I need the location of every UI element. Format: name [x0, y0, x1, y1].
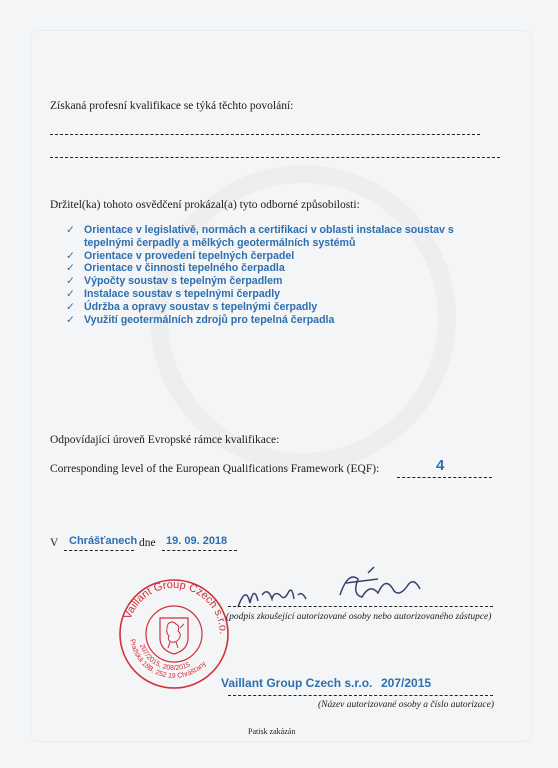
stamp-inner-text-2: Pražská 18B, 252 19 Chrášťany [128, 638, 208, 681]
authorized-name: Vaillant Group Czech s.r.o. [221, 676, 373, 690]
footer-note: Patisk zakázán [248, 727, 296, 736]
competence-item [66, 262, 506, 275]
check-icon: ✓ [66, 262, 75, 275]
occupations-heading: Získaná profesní kvalifikace se týká těchto povolání: [50, 100, 294, 112]
competence-item [66, 301, 506, 314]
check-icon: ✓ [66, 313, 75, 326]
competence-item [66, 275, 506, 288]
competence-item [66, 250, 506, 263]
authorized-line [228, 695, 493, 696]
authorized-caption: (Název autorizované osoby a číslo autorizace) [318, 700, 494, 710]
occupation-line-2 [50, 157, 500, 158]
competence-item [66, 224, 506, 250]
company-stamp [118, 578, 230, 690]
date-value: 19. 09. 2018 [166, 535, 228, 547]
lion-emblem-icon [160, 618, 188, 654]
competence-text: Orientace v legislativě, normách a certifikaci v oblasti instalace soustav s tepelnými čerpadly a mělkých geotermálních systémů [84, 224, 454, 249]
date-prefix: dne [139, 537, 156, 549]
place-value: Chrášťanech [69, 535, 138, 547]
stamp-outer-text: Vaillant Group Czech s.r.o. [121, 578, 230, 635]
eqf-czech-label: Odpovídající úroveň Evropské rámce kvalifikace: [50, 434, 280, 446]
place-line [64, 550, 134, 551]
handwritten-signature [228, 565, 438, 615]
check-icon: ✓ [66, 275, 75, 288]
signature-caption: (podpis zkoušející autorizované osoby nebo autorizovaného zástupce) [226, 612, 492, 622]
competence-text: Instalace soustav s tepelnými čerpadly [84, 287, 281, 300]
occupation-line-1 [50, 134, 480, 135]
check-icon: ✓ [66, 224, 75, 236]
competence-list [66, 224, 506, 326]
place-prefix: V [50, 537, 59, 549]
check-icon: ✓ [66, 287, 75, 300]
competence-text: Výpočty soustav s tepelným čerpadlem [84, 275, 283, 288]
eqf-level-line [397, 477, 492, 478]
competences-heading: Držitel(ka) tohoto osvědčení prokázal(a) tyto odborné způsobilosti: [50, 199, 360, 211]
competence-item [66, 288, 506, 301]
competence-item [66, 314, 506, 327]
competence-text: Údržba a opravy soustav s tepelnými čerpadly [84, 300, 318, 313]
signature-line [228, 606, 493, 607]
check-icon: ✓ [66, 249, 75, 262]
authorized-number: 207/2015 [381, 676, 432, 690]
check-icon: ✓ [66, 300, 75, 313]
date-line [162, 550, 237, 551]
eqf-english-label: Corresponding level of the European Qualifications Framework (EQF): [50, 463, 380, 475]
competence-text: Využití geotermálních zdrojů pro tepelná čerpadla [84, 313, 335, 326]
stamp-inner-text-1: 207/2015, 208/2015 [137, 643, 192, 673]
competence-text: Orientace v činnosti tepelného čerpadla [84, 262, 285, 275]
competence-text: Orientace v provedení tepelných čerpadel [84, 249, 295, 262]
eqf-level-value: 4 [436, 457, 445, 474]
